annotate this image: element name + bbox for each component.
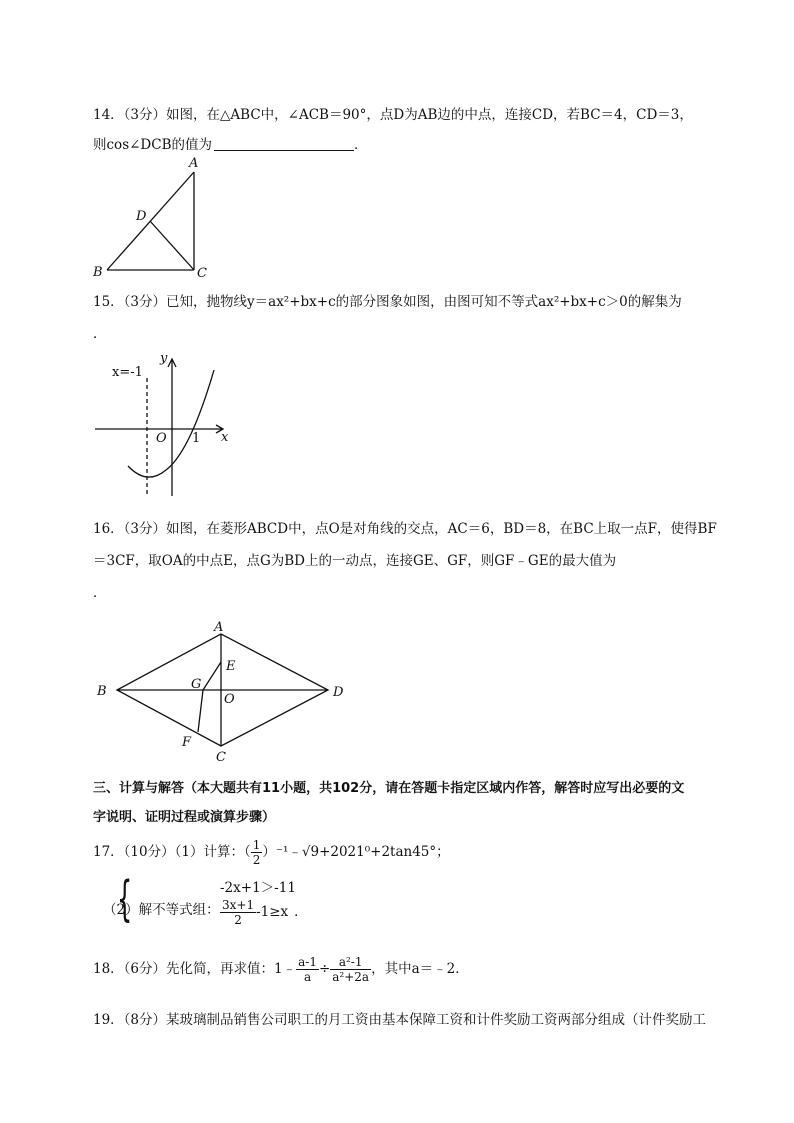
q14-triangle-figure xyxy=(107,172,194,270)
q14-label-a: A xyxy=(189,156,199,171)
q18-f2-den: a²+2a xyxy=(332,970,370,984)
q17-fraction xyxy=(251,838,263,867)
q16-label-a: A xyxy=(214,620,224,635)
q17-ineq1: -2x+1＞-11 xyxy=(220,880,296,896)
q15-label-one: 1 xyxy=(192,431,201,446)
q17-part1-suffix: ）⁻¹﹣√9+2021⁰+2tan45°； xyxy=(262,844,450,860)
segment-dc xyxy=(150,221,194,270)
q14-label-c: C xyxy=(197,266,207,281)
q17-part2-prefix: （2）解不等式组： xyxy=(103,902,220,918)
q16-label-e: E xyxy=(226,659,236,674)
q17-ineq2 xyxy=(220,898,308,927)
q18-suffix: ，其中a＝﹣2． xyxy=(371,961,469,977)
parabola-curve xyxy=(128,370,214,477)
section3-heading-line1: 三、计算与解答（本大题共有11小题，共102分，请在答题卡指定区域内作答，解答时应写出必要的文 xyxy=(93,781,685,796)
q16-label-c: C xyxy=(216,750,226,765)
q18-prefix: 18．（6分）先化简，再求值：1﹣ xyxy=(93,961,297,977)
q18-fraction1 xyxy=(296,955,319,984)
q18-f2-num: a²-1 xyxy=(330,955,371,970)
segment-ge xyxy=(203,662,221,690)
q17-part2-end: ． xyxy=(294,904,308,920)
q17-ineq2-num: 3x+1 xyxy=(222,898,255,912)
q17-ineq2-suffix: -1≥x xyxy=(256,904,289,920)
q18-f1-num: a-1 xyxy=(298,955,317,969)
q16-label-o: O xyxy=(224,692,235,707)
q16-label-f: F xyxy=(182,735,192,750)
q14-line2-end: ． xyxy=(354,137,368,153)
q15-label-axis-line: x=-1 xyxy=(112,365,143,380)
q14-label-b: B xyxy=(93,265,103,280)
q16-label-d: D xyxy=(333,685,344,700)
q18-line xyxy=(93,955,469,984)
q15-label-x: x xyxy=(221,430,229,445)
q14-line2-text: 则cos∠DCB的值为 xyxy=(93,137,213,153)
segment-gf xyxy=(198,690,203,732)
q16-line1: 16．（3分）如图，在菱形ABCD中，点O是对角线的交点，AC＝6，BD＝8，在BC上取一点F，使得BF xyxy=(93,521,717,537)
q16-label-g: G xyxy=(191,677,202,692)
q19-line1: 19．（8分）某玻璃制品销售公司职工的月工资由基本保障工资和计件奖励工资两部分组成（计件奖励工 xyxy=(93,1012,707,1028)
q17-ineq2-den: 2 xyxy=(234,913,242,927)
section3-heading-line2: 字说明、证明过程或演算步骤） xyxy=(93,810,276,825)
q15-line2: ． xyxy=(93,326,107,342)
q18-f1-den: a xyxy=(303,970,312,984)
q18-fraction2 xyxy=(330,955,371,984)
q16-line3: ． xyxy=(93,585,107,601)
q15-label-origin: O xyxy=(156,431,167,446)
q17-frac-den: 2 xyxy=(252,853,261,867)
q17-frac-num: 1 xyxy=(252,838,261,852)
q16-label-b: B xyxy=(97,684,107,699)
q16-rhombus-figure xyxy=(117,634,328,746)
q18-div: ÷ xyxy=(318,961,331,977)
q17-ineq2-fraction xyxy=(220,898,256,927)
system-brace: { xyxy=(117,871,133,927)
q15-line1: 15．（3分）已知，抛物线y＝ax²+bx+c的部分图象如图，由图可知不等式ax²+bx+c＞0的解集为 xyxy=(93,294,682,310)
q15-label-y: y xyxy=(160,351,168,366)
q14-line1: 14．（3分）如图，在△ABC中，∠ACB＝90°，点D为AB边的中点，连接CD，若BC＝4，CD＝3， xyxy=(93,107,693,123)
q17-part1 xyxy=(93,838,450,867)
q16-line2: ＝3CF，取OA的中点E，点G为BD上的一动点，连接GE、GF，则GF﹣GE的最大值为 xyxy=(93,553,617,569)
q17-part1-prefix: 17．（10分）（1）计算：（ xyxy=(93,844,251,860)
q14-label-d: D xyxy=(136,209,147,224)
